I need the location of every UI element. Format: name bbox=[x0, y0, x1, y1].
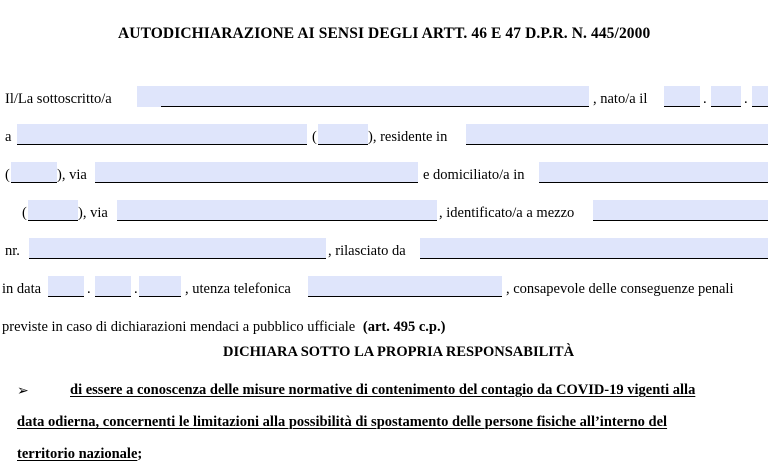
phone-field[interactable] bbox=[308, 276, 502, 297]
birth-year-field[interactable] bbox=[752, 86, 768, 107]
declaration-line-2: data odierna, concernenti le limitazioni alla possibilità di spostamento delle persone fisiche all’interno del bbox=[17, 414, 668, 430]
penal-notice bbox=[2, 318, 445, 336]
penal-article: (art. 495 c.p.) bbox=[362, 319, 446, 335]
label-via: ), via bbox=[78, 205, 108, 221]
domicile-province-field[interactable] bbox=[28, 200, 78, 221]
document-title: AUTODICHIARAZIONE AI SENSI DEGLI ARTT. 46 E 47 D.P.R. N. 445/2000 bbox=[118, 25, 651, 42]
name-field-left[interactable] bbox=[137, 86, 161, 107]
penal-notice-text: previste in caso di dichiarazioni mendaci a pubblico ufficiale bbox=[2, 319, 356, 335]
label-sottoscritto: Il/La sottoscritto/a bbox=[5, 91, 112, 107]
id-number-field[interactable] bbox=[29, 238, 326, 259]
residence-province-field[interactable] bbox=[11, 162, 57, 183]
issue-day-field[interactable] bbox=[48, 276, 84, 297]
label-utenza-telefonica: , utenza telefonica bbox=[185, 281, 291, 297]
label-via: ), via bbox=[57, 167, 87, 183]
bullet-arrow-icon: ➢ bbox=[17, 383, 29, 399]
issue-month-field[interactable] bbox=[95, 276, 131, 297]
declaration-line-1: di essere a conoscenza delle misure normative di contenimento del contagio da COVID-19 vigenti alla bbox=[70, 382, 696, 398]
label-in-data: in data bbox=[2, 281, 42, 297]
label-consapevole: , consapevole delle conseguenze penali bbox=[506, 281, 734, 297]
declaration-end: ; bbox=[137, 446, 143, 462]
date-separator: . bbox=[87, 281, 91, 297]
domicile-city-field[interactable] bbox=[539, 162, 768, 183]
declaration-line-3 bbox=[17, 445, 142, 463]
label-a: a bbox=[5, 129, 12, 145]
declaration-heading: DICHIARA SOTTO LA PROPRIA RESPONSABILITÀ bbox=[223, 344, 575, 360]
id-document-type-field[interactable] bbox=[593, 200, 768, 221]
birth-province-field[interactable] bbox=[318, 124, 368, 145]
declaration-territory: territorio nazionale bbox=[17, 446, 138, 462]
domicile-street-field[interactable] bbox=[117, 200, 437, 221]
label-rilasciato-da: , rilasciato da bbox=[328, 243, 406, 259]
label-nato-il: , nato/a il bbox=[593, 91, 648, 107]
id-issuer-field[interactable] bbox=[420, 238, 768, 259]
date-separator: . bbox=[134, 281, 138, 297]
label-domiciliato-in: e domiciliato/a in bbox=[423, 167, 525, 183]
label-residente-in: ), residente in bbox=[368, 129, 448, 145]
residence-street-field[interactable] bbox=[95, 162, 418, 183]
residence-city-field[interactable] bbox=[466, 124, 768, 145]
birth-place-field[interactable] bbox=[17, 124, 307, 145]
issue-year-field[interactable] bbox=[139, 276, 181, 297]
paren-open: ( bbox=[5, 167, 10, 183]
paren-open: ( bbox=[22, 205, 27, 221]
date-separator: . bbox=[703, 91, 707, 107]
paren-open: ( bbox=[312, 129, 317, 145]
date-separator: . bbox=[744, 91, 748, 107]
label-identificato: , identificato/a a mezzo bbox=[439, 205, 575, 221]
birth-month-field[interactable] bbox=[711, 86, 741, 107]
birth-day-field[interactable] bbox=[664, 86, 700, 107]
full-name-field[interactable] bbox=[161, 86, 589, 107]
label-nr: nr. bbox=[5, 243, 20, 259]
